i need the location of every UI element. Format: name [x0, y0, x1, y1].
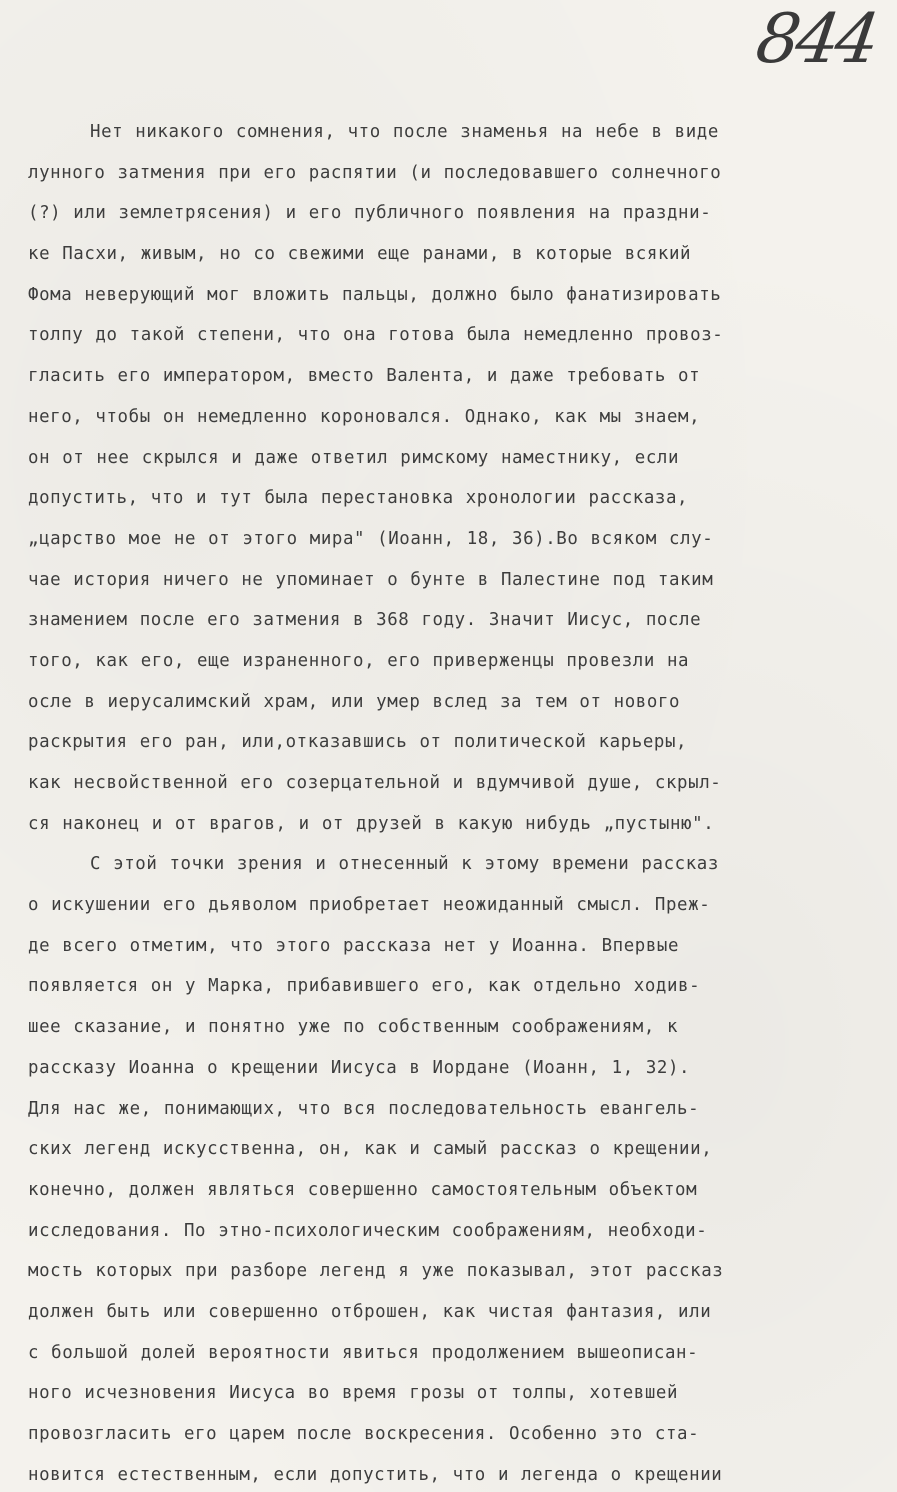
text-line: лунного затмения при его распятии (и последовавшего солнечного [28, 162, 722, 183]
text-line: должен быть или совершенно отброшен, как чистая фантазия, или [28, 1301, 712, 1322]
paragraph-first-line: Нет никакого сомнения, что после знаменья на небе в виде [90, 122, 719, 142]
paragraph-first-line: С этой точки зрения и отнесенный к этому времени рассказ [90, 854, 719, 875]
text-line: того, как его, еще израненного, его приверженцы провезли на [28, 650, 690, 671]
text-line: Для нас же, понимающих, что вся последовательность евангель- [28, 1098, 700, 1119]
text-line: Фома неверующий мог вложить пальцы, должно было фанатизировать [28, 284, 722, 305]
text-line: (?) или землетрясения) и его публичного появления на праздни- [28, 203, 712, 224]
text-line: появляется он у Марка, прибавившего его, как отдельно ходив- [28, 976, 701, 997]
text-line: знамением после его затмения в 368 году. Значит Иисус, после [28, 610, 702, 631]
text-line: рассказу Иоанна о крещении Иисуса в Иордане (Иоанн, 1, 32). [28, 1057, 691, 1078]
text-line: шее сказание, и понятно уже по собственным соображениям, к [28, 1017, 679, 1038]
text-line: конечно, должен являться совершенно самостоятельным объектом [28, 1179, 698, 1200]
text-line: новится естественным, если допустить, что и легенда о крещении [28, 1464, 723, 1485]
document-text [28, 112, 834, 1492]
page-number: 844 [751, 0, 881, 79]
text-line: допустить, что и тут была перестановка хронологии рассказа, [28, 488, 689, 509]
text-line: провозгласить его царем после воскресения. Особенно это ста- [28, 1424, 700, 1444]
text-line: исследования. По этно-психологическим соображениям, необходи- [28, 1220, 708, 1241]
text-line: чае история ничего не упоминает о бунте в Палестине под таким [28, 569, 714, 590]
text-line: он от нее скрылся и даже ответил римскому наместнику, если [28, 447, 680, 468]
text-line: мость которых при разборе легенд я уже показывал, этот рассказ [28, 1261, 724, 1282]
text-line: гласить его императором, вместо Валента, и даже требовать от [28, 366, 701, 387]
text-line: „царство мое не от этого мира" (Иоанн, 18, 36).Во всяком слу- [28, 528, 714, 549]
text-line: него, чтобы он немедленно короновался. Однако, как мы знаем, [28, 406, 701, 427]
text-line: де всего отметим, что этого рассказа нет у Иоанна. Впервые [28, 935, 680, 956]
text-line: с большой долей вероятности явиться продолжением вышеописан- [28, 1342, 699, 1363]
text-line: толпу до такой степени, что она готова была немедленно провоз- [28, 325, 724, 346]
text-line: как несвойственной его созерцательной и вдумчивой душе, скрыл- [28, 773, 722, 793]
text-line: ного исчезновения Иисуса во время грозы от толпы, хотевшей [28, 1383, 679, 1404]
text-line: о искушении его дьяволом приобретает неожиданный смысл. Преж- [28, 895, 711, 916]
text-line: ке Пасхи, живым, но со свежими еще ранами, в которые всякий [28, 244, 692, 265]
text-line: осле в иерусалимский храм, или умер вслед за тем от нового [28, 691, 681, 712]
text-line: ся наконец и от врагов, и от друзей в какую нибудь „пустыню". [28, 813, 715, 834]
text-line: ских легенд искусственна, он, как и самый рассказ о крещении, [28, 1139, 713, 1160]
text-line: раскрытия его ран, или,отказавшись от политической карьеры, [28, 732, 688, 753]
